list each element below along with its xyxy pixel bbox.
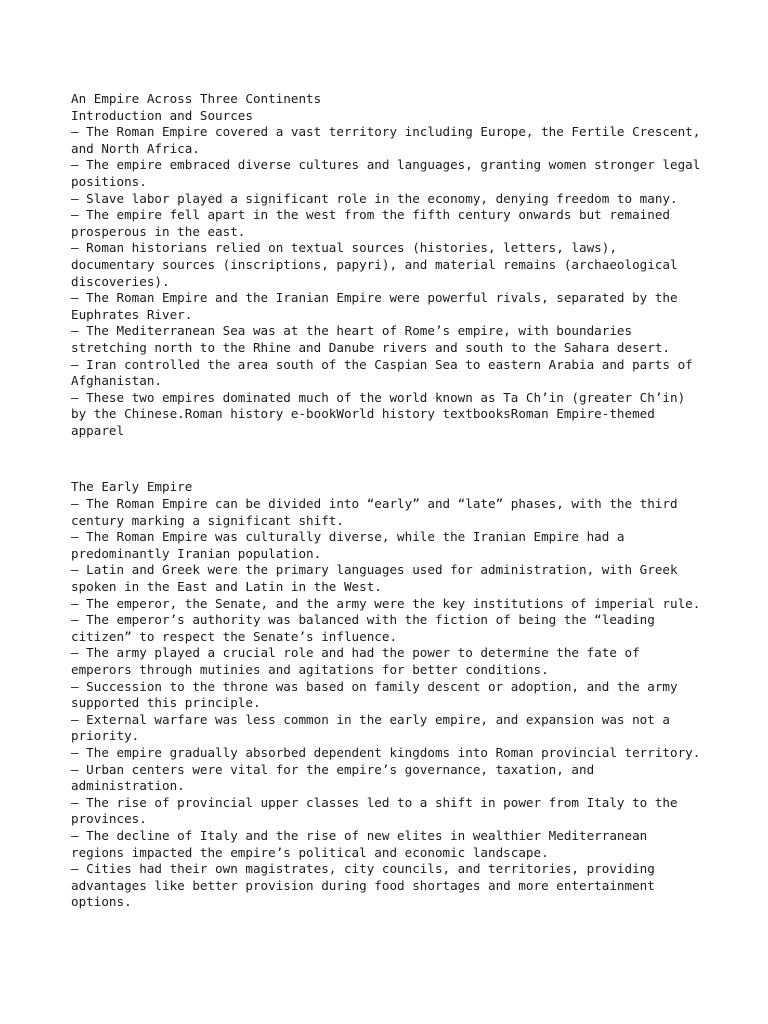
text-line: – The decline of Italy and the rise of new elites in wealthier Mediterranean: [71, 827, 648, 843]
text-line: – Roman historians relied on textual sources (histories, letters, laws),: [71, 240, 617, 256]
section-title: The Early Empire: [71, 479, 193, 495]
text-line: – Slave labor played a significant role in the economy, denying freedom to many.: [71, 190, 678, 206]
section-early-empire: [71, 479, 711, 910]
text-line: – Cities had their own magistrates, city councils, and territories, providing: [71, 861, 655, 877]
text-line: emperors through mutinies and agitations for better conditions.: [71, 662, 549, 677]
text-line: by the Chinese.Roman history e-bookWorld history textbooksRoman Empire-themed: [71, 406, 655, 422]
text-line: discoveries).: [71, 273, 170, 289]
text-line: provinces.: [71, 811, 147, 827]
text-line: Euphrates River.: [71, 306, 193, 322]
text-line: – The Roman Empire was culturally diverse, while the Iranian Empire had a: [71, 529, 625, 545]
text-line: – The army played a crucial role and had the power to determine the fate of: [71, 645, 640, 661]
text-line: options.: [71, 894, 132, 910]
text-line: – The Roman Empire covered a vast territory including Europe, the Fertile Crescent,: [71, 124, 701, 140]
text-line: priority.: [71, 728, 140, 744]
text-line: Afghanistan.: [71, 373, 162, 389]
text-line: – The rise of provincial upper classes led to a shift in power from Italy to the: [71, 794, 678, 810]
section-spacer: [71, 439, 711, 479]
text-line: advantages like better provision during food shortages and more entertainment: [71, 877, 655, 893]
text-line: spoken in the East and Latin in the West.: [71, 579, 382, 595]
text-line: – The emperor, the Senate, and the army were the key institutions of imperial rule.: [71, 595, 701, 611]
text-line: – The Roman Empire can be divided into “early” and “late” phases, with the third: [71, 496, 678, 512]
text-line: stretching north to the Rhine and Danube rivers and south to the Sahara desert.: [71, 339, 670, 355]
text-line: – The empire fell apart in the west from the fifth century onwards but remained: [71, 207, 670, 223]
text-line: – The emperor’s authority was balanced with the fiction of being the “leading: [71, 612, 655, 628]
subheading: Introduction and Sources: [71, 107, 253, 123]
text-line: administration.: [71, 778, 185, 794]
text-line: – Iran controlled the area south of the Caspian Sea to eastern Arabia and parts of: [71, 356, 693, 372]
text-line: documentary sources (inscriptions, papyri), and material remains (archaeological: [71, 256, 678, 272]
text-line: – Urban centers were vital for the empire’s governance, taxation, and: [71, 761, 595, 777]
section-title: An Empire Across Three Continents: [71, 91, 322, 106]
text-line: – External warfare was less common in the early empire, and expansion was not a: [71, 711, 670, 727]
text-line: – The Mediterranean Sea was at the heart of Rome’s empire, with boundaries: [71, 323, 633, 339]
document-page: [71, 91, 711, 911]
text-line: positions.: [71, 173, 147, 189]
text-line: citizen” to respect the Senate’s influence.: [71, 628, 398, 644]
text-line: – The empire embraced diverse cultures and languages, granting women stronger legal: [71, 157, 701, 173]
text-line: regions impacted the empire’s political and economic landscape.: [71, 844, 549, 860]
text-line: – Succession to the throne was based on family descent or adoption, and the army: [71, 678, 678, 694]
text-line: – The empire gradually absorbed dependent kingdoms into Roman provincial territory.: [71, 744, 701, 760]
text-line: – Latin and Greek were the primary languages used for administration, with Greek: [71, 562, 678, 578]
text-line: supported this principle.: [71, 695, 261, 711]
text-line: century marking a significant shift.: [71, 512, 344, 528]
section-empire-three-continents: [71, 91, 711, 439]
text-line: – The Roman Empire and the Iranian Empire were powerful rivals, separated by the: [71, 290, 678, 306]
text-line: and North Africa.: [71, 140, 200, 156]
text-line: apparel: [71, 422, 125, 438]
text-line: prosperous in the east.: [71, 223, 246, 239]
text-line: – These two empires dominated much of the world known as Ta Ch’in (greater Ch’in): [71, 389, 686, 405]
text-line: predominantly Iranian population.: [71, 545, 322, 561]
